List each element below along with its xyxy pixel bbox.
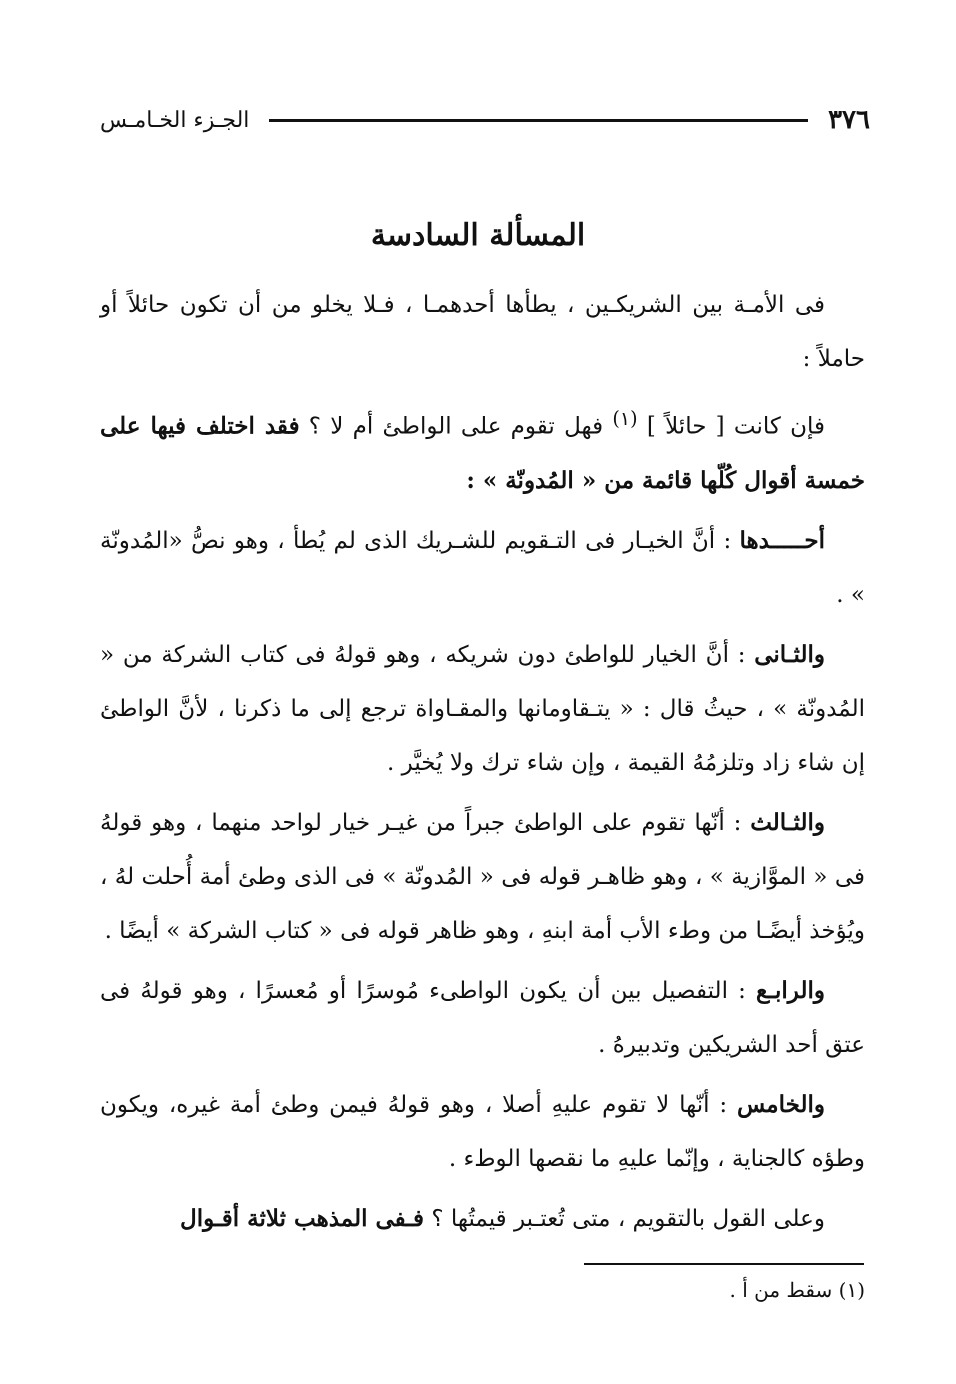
page-header [100, 100, 870, 140]
first-opinion-lead: أحـــــدها [739, 526, 825, 554]
paragraph-first-opinion [100, 514, 865, 622]
fifth-opinion-lead: والخامس [736, 1090, 825, 1118]
paragraph-third-opinion [100, 796, 865, 958]
question-text-start: فإن كانت [ حائلاً ] [637, 413, 825, 440]
valuation-text-bold: فـفى المذهب ثلاثة أقـوال [180, 1204, 425, 1232]
paragraph-question [100, 392, 865, 508]
question-text-bold: فقد اختلف فيها على خمسة أقوال كُلّها قائمة من « المُدونّة » : [100, 412, 865, 494]
paragraph-fourth-opinion [100, 964, 865, 1072]
fourth-opinion-text: : التفصيل بين أن يكون الواطىء مُوسرًا أو مُعسرًا ، وهو قولهُ فى عتق أحد الشريكين وتدبيرهُُ . [100, 977, 865, 1058]
paragraph-valuation [100, 1192, 865, 1246]
second-opinion-lead: والثـانى [754, 640, 825, 668]
valuation-text: وعلى القول بالتقويم ، متى تُعتـبر قيمتُها ؟ [424, 1205, 825, 1232]
running-title: الجـزء الخـامـس [100, 107, 250, 133]
third-opinion-lead: والثـالث [750, 808, 825, 836]
footnote-marker: (١) [612, 407, 638, 430]
paragraph-intro: فى الأمـة بين الشريكـين ، يطأها أحدهمـا ، فـلا يخلو من أن تكون حائلاً أو حاملاً : [100, 292, 865, 372]
paragraph-second-opinion [100, 628, 865, 790]
fifth-opinion-text: : أنّها لا تقوم عليهِ أصلا ، وهو قولهُ فيمن وطئ أمة غيره، ويكون وطؤه كالجناية ، وإنّما عليهِ ما نقصها الوطء . [100, 1091, 865, 1172]
paragraph-fifth-opinion [100, 1078, 865, 1186]
third-opinion-text: : أنّها تقوم على الواطئ جبراً من غيـر خيار لواحد منهما ، وهو قولهُ فى « الموَّازية » ، وهو ظاهـر قوله فى « المُدونّة » فى الذى وطئ أمة أُحلت لهُ ، ويُؤخذ أيضًـا من وطء الأب أمة ابنهِ ، وهو ظاهر قوله فى « كتاب الشركة » أيضًا . [100, 809, 865, 944]
footnote: (١) سقط من أ . [729, 1278, 865, 1302]
section-title: المسألة السادسة [370, 218, 586, 253]
header-rule [269, 119, 808, 122]
first-opinion-text: : أنَّ الخيـار فى التـقويم للشـريك الذى لم يُطأ ، وهو نصُّ «المُدونّة » . [100, 527, 865, 608]
footnote-rule [584, 1263, 864, 1265]
second-opinion-text: : أنَّ الخيار للواطئ دون شريكه ، وهو قولهُ فى كتاب الشركة من « المُدونّة » ، حيثُ قال : « يتـقاومانها والمقـاواة ترجع إلى ما ذكرنا ، لأنَّ الواطئ إن شاء زاد وتلزمُهُ القيمة ، وإن شاء ترك ولا يُخيَّر . [100, 641, 865, 776]
fourth-opinion-lead: والرابـع [756, 976, 825, 1004]
body-text [100, 278, 865, 1252]
page-number: ٣٧٦ [828, 105, 870, 135]
question-text-mid: فهل تقوم على الواطئ أم لا ؟ [299, 413, 613, 440]
